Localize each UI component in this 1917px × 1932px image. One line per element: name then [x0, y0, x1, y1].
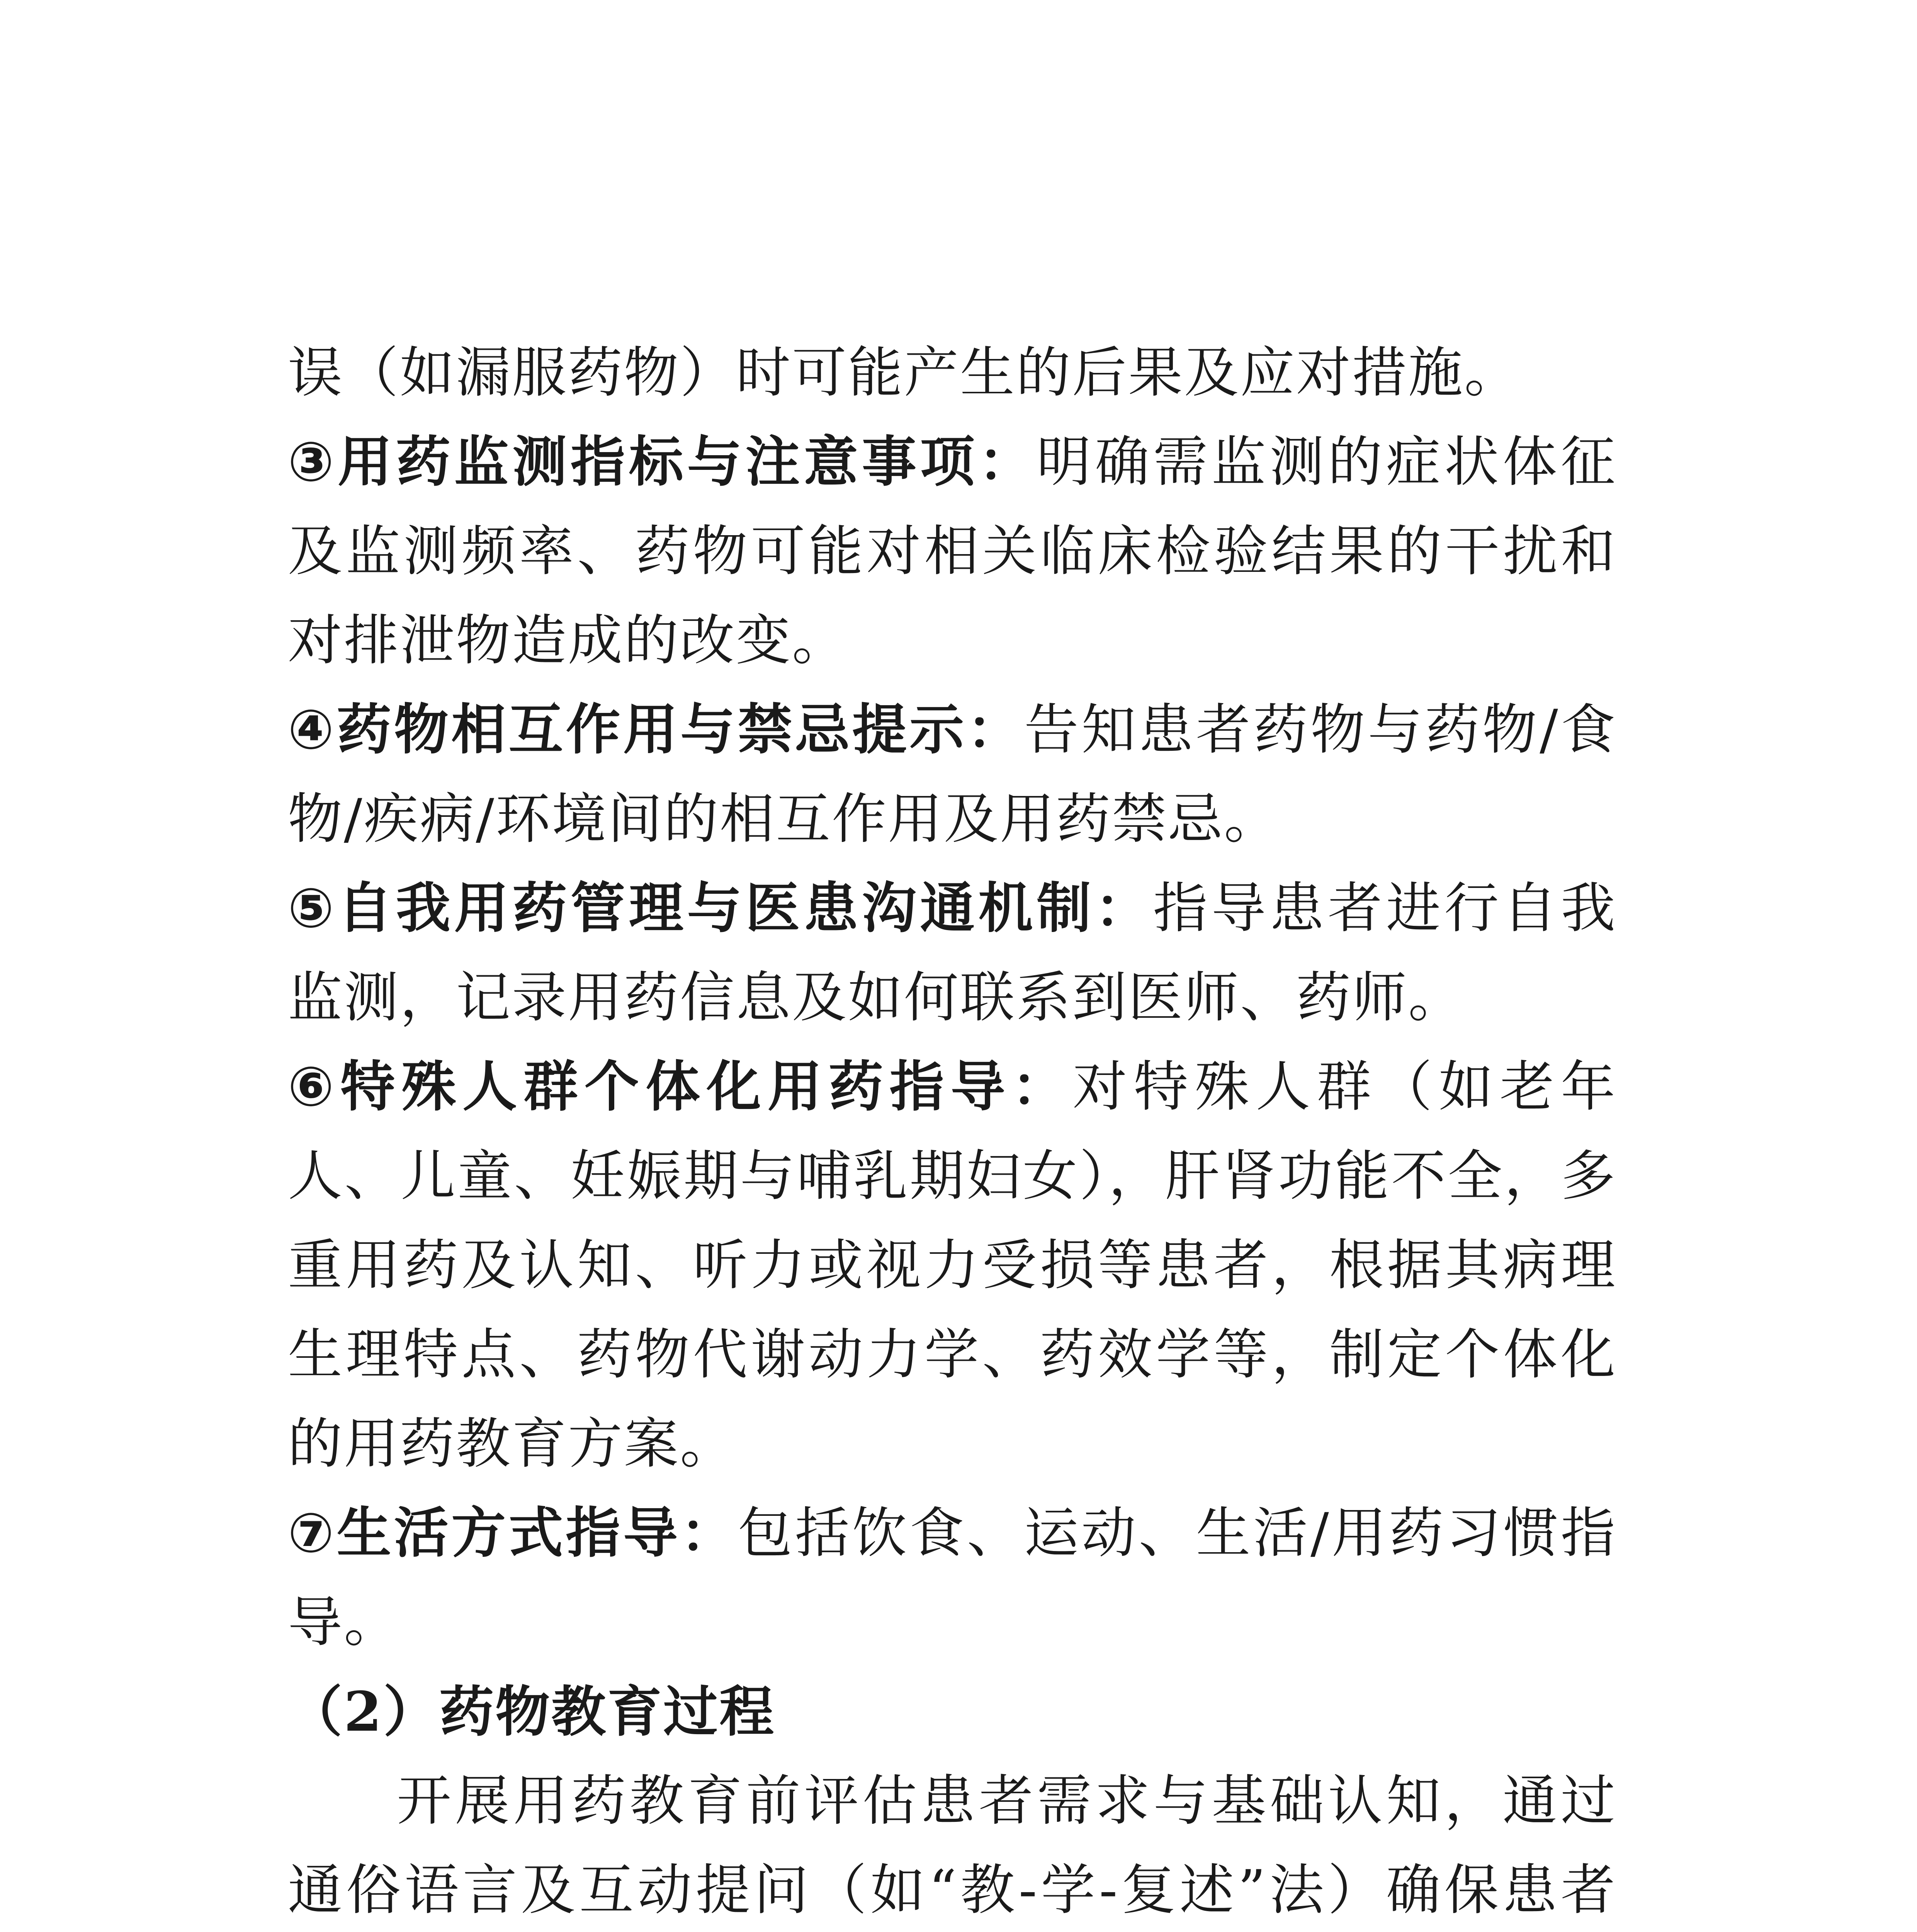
paragraph-interactions	[288, 685, 1617, 864]
paragraph-text: 包括饮食、运动、生活/用药习惯指导。	[288, 1502, 1617, 1654]
paragraph-special-populations	[288, 1043, 1617, 1489]
paragraph-self-management	[288, 864, 1617, 1043]
section-heading: （2）药物教育过程	[288, 1680, 776, 1744]
paragraph-text: 对特殊人群（如老年人、儿童、妊娠期与哺乳期妇女），肝肾功能不全，多重用药及认知、听力或视力受损等患者，根据其病理生理特点、药物代谢动力学、药效学等，制定个体化的用药教育方案。	[288, 1055, 1617, 1476]
page-content	[288, 328, 1617, 1932]
paragraph-lead: ⑥特殊人群个体化用药指导：	[288, 1055, 1073, 1119]
paragraph-lead: ④药物相互作用与禁忌提示：	[288, 698, 1024, 762]
paragraph-text: 误（如漏服药物）时可能产生的后果及应对措施。	[288, 341, 1521, 405]
paragraph-lead: ③用药监测指标与注意事项：	[288, 430, 1037, 494]
paragraph-consequences	[288, 328, 1617, 418]
paragraph-lead: ⑦生活方式指导：	[288, 1502, 738, 1565]
paragraph-text: 告知患者药物与药物/食物/疾病/环境间的相互作用及用药禁忌。	[288, 698, 1617, 851]
paragraph-text: 指导患者进行自我监测，记录用药信息及如何联系到医师、药师。	[288, 877, 1617, 1029]
paragraph-text: 明确需监测的症状体征及监测频率、药物可能对相关临床检验结果的干扰和对排泄物造成的改变。	[288, 430, 1617, 672]
paragraph-lifestyle	[288, 1489, 1617, 1667]
paragraph-education-process: 开展用药教育前评估患者需求与基础认知，通过通俗语言及互动提问（如“教-学-复述”法）确保患者	[288, 1769, 1617, 1922]
paragraph-monitoring	[288, 418, 1617, 685]
paragraph-lead: ⑤自我用药管理与医患沟通机制：	[288, 877, 1153, 940]
